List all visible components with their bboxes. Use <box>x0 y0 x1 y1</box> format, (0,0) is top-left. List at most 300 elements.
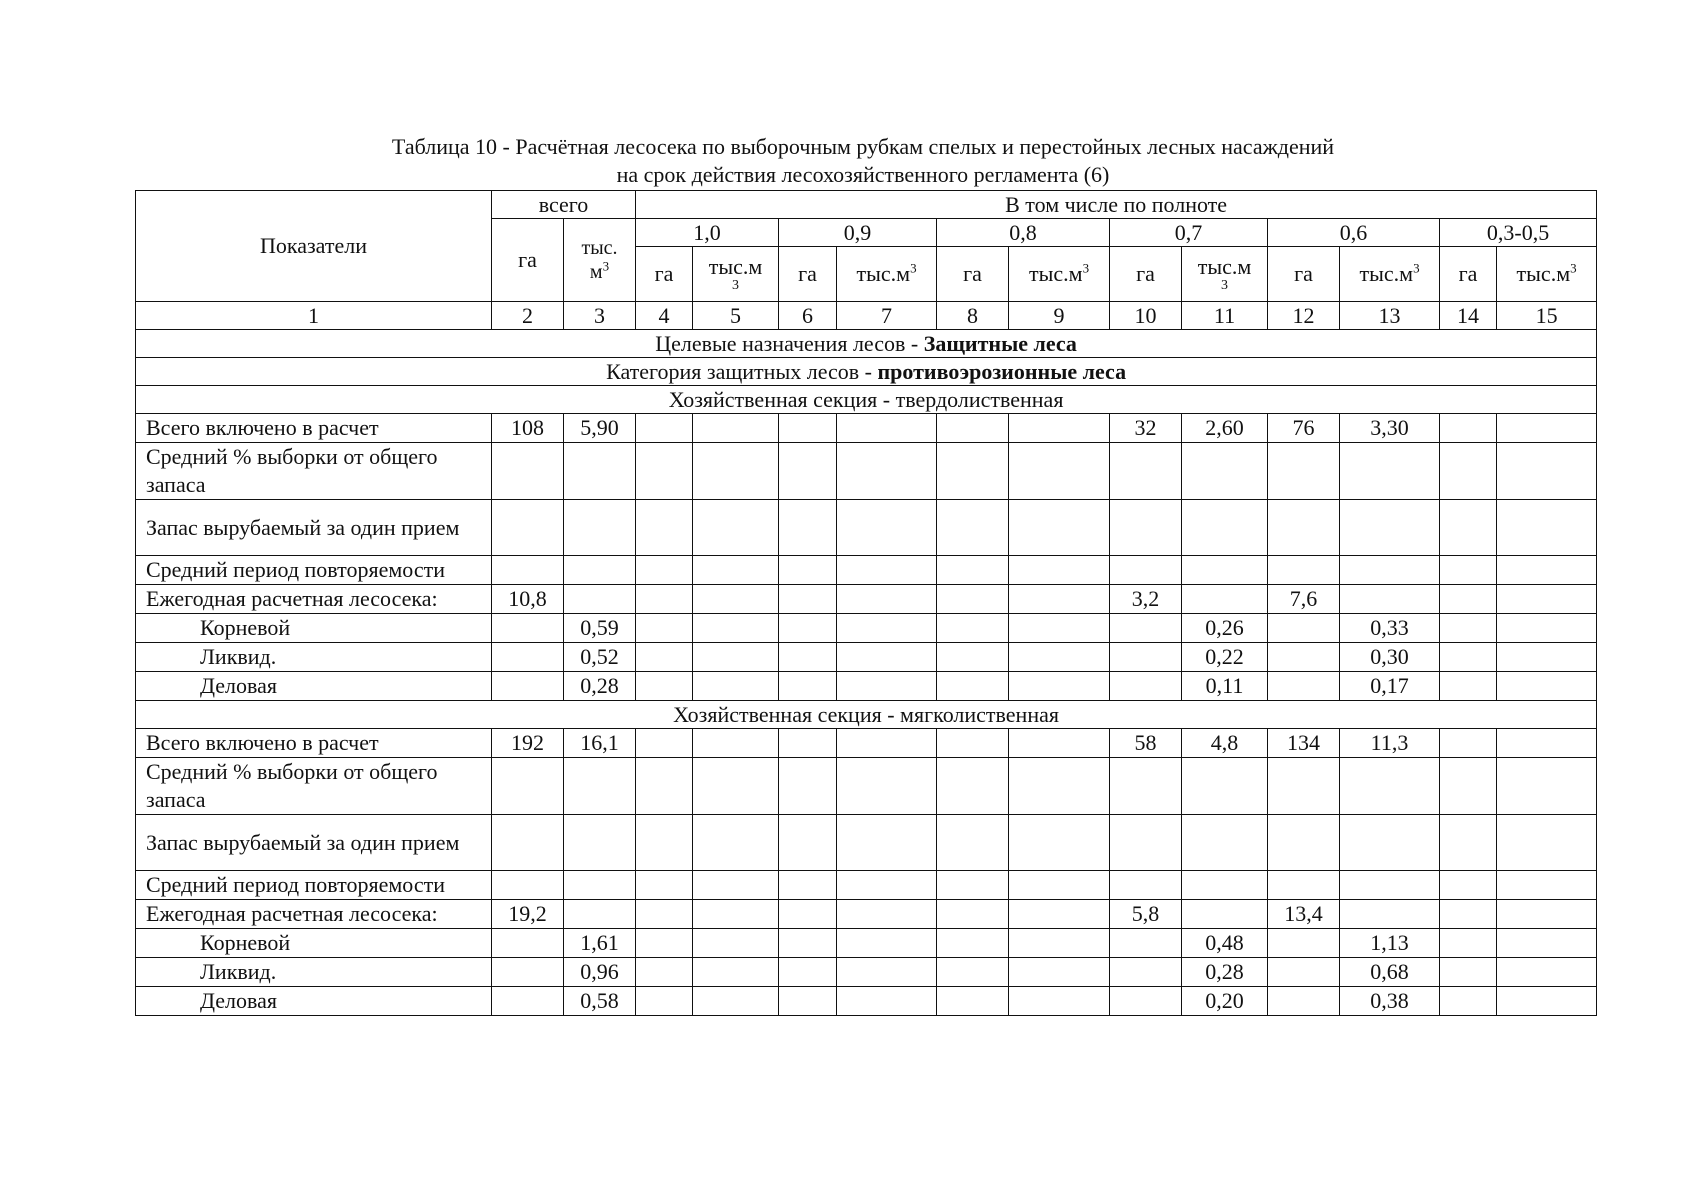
column-number: 15 <box>1497 302 1597 330</box>
table-cell <box>1009 672 1110 701</box>
table-cell <box>937 414 1009 443</box>
volume-header: $тыс.м^3$ <box>1009 247 1110 302</box>
table-cell <box>693 556 779 585</box>
table-cell <box>1440 729 1497 758</box>
table-cell <box>937 929 1009 958</box>
table-cell <box>837 643 937 672</box>
table-cell: 0,96 <box>564 958 636 987</box>
table-cell <box>779 414 837 443</box>
table-cell <box>779 987 837 1016</box>
table-cell <box>636 414 693 443</box>
table-cell: 16,1 <box>564 729 636 758</box>
table-cell <box>1268 614 1340 643</box>
table-cell <box>1009 729 1110 758</box>
table-cell: 58 <box>1110 729 1182 758</box>
ha-header: га <box>636 247 693 302</box>
table-cell <box>636 929 693 958</box>
table-cell <box>1009 643 1110 672</box>
column-numbers-row <box>136 302 1597 330</box>
table-cell: 76 <box>1268 414 1340 443</box>
table-cell: 192 <box>492 729 564 758</box>
table-cell <box>1497 614 1597 643</box>
table-cell <box>693 414 779 443</box>
volume-header: $тыс.м^3$ <box>1340 247 1440 302</box>
table-cell: 0,52 <box>564 643 636 672</box>
purpose-row <box>136 330 1597 358</box>
row-label: Средний период повторяемости <box>136 556 492 585</box>
table-cell <box>564 900 636 929</box>
table-cell <box>779 729 837 758</box>
table-cell: 13,4 <box>1268 900 1340 929</box>
table-cell <box>636 585 693 614</box>
table-cell <box>937 672 1009 701</box>
by-density-header: В том числе по полноте <box>636 191 1597 219</box>
table-cell <box>1440 643 1497 672</box>
table-cell: 1,13 <box>1340 929 1440 958</box>
category-row <box>136 358 1597 386</box>
table-cell <box>1110 556 1182 585</box>
table-cell <box>492 643 564 672</box>
column-number: 11 <box>1182 302 1268 330</box>
table-cell <box>492 815 564 871</box>
table-cell <box>1009 500 1110 556</box>
table-cell <box>1340 443 1440 500</box>
table-cell <box>837 815 937 871</box>
table-cell <box>1268 758 1340 815</box>
table-cell: 0,11 <box>1182 672 1268 701</box>
table-cell <box>1009 585 1110 614</box>
table-cell <box>1497 871 1597 900</box>
table-cell <box>564 815 636 871</box>
table-cell <box>1440 900 1497 929</box>
table-cell <box>937 871 1009 900</box>
table-cell <box>779 758 837 815</box>
table-cell <box>1340 556 1440 585</box>
category-cell: Категория защитных лесов - противоэрозионные леса <box>136 358 1597 386</box>
table-cell <box>1268 987 1340 1016</box>
table-cell <box>564 758 636 815</box>
table-cell <box>693 929 779 958</box>
table-row <box>136 987 1597 1016</box>
table-cell: 2,60 <box>1182 414 1268 443</box>
table-cell <box>492 871 564 900</box>
table-cell <box>693 672 779 701</box>
table-cell <box>1497 929 1597 958</box>
table-row <box>136 900 1597 929</box>
table-cell <box>1497 672 1597 701</box>
table-cell <box>636 443 693 500</box>
table-cell <box>693 758 779 815</box>
table-cell <box>492 443 564 500</box>
table-cell <box>1009 958 1110 987</box>
table-cell <box>1268 556 1340 585</box>
table-cell <box>693 729 779 758</box>
ha-header: га <box>937 247 1009 302</box>
density-header-0-3-0-5: 0,3-0,5 <box>1440 219 1597 247</box>
table-cell <box>1340 758 1440 815</box>
table-cell <box>1268 443 1340 500</box>
table-cell <box>1440 672 1497 701</box>
table-cell <box>1497 500 1597 556</box>
table-cell <box>779 929 837 958</box>
table-cell <box>837 871 937 900</box>
table-cell <box>1340 585 1440 614</box>
table-cell <box>1497 414 1597 443</box>
column-number: 13 <box>1340 302 1440 330</box>
table-cell <box>564 585 636 614</box>
table-cell <box>1110 815 1182 871</box>
table-cell <box>693 585 779 614</box>
table-row <box>136 929 1597 958</box>
table-cell <box>636 500 693 556</box>
table-cell <box>492 929 564 958</box>
row-label: Запас вырубаемый за один прием <box>136 815 492 871</box>
table-cell <box>1182 871 1268 900</box>
table-cell <box>1497 729 1597 758</box>
table-row <box>136 815 1597 871</box>
table-cell <box>1009 758 1110 815</box>
column-number: 14 <box>1440 302 1497 330</box>
table-cell <box>1440 958 1497 987</box>
ha-header: га <box>1268 247 1340 302</box>
table-cell <box>1268 929 1340 958</box>
table-cell <box>492 556 564 585</box>
table-cell <box>1110 871 1182 900</box>
section-title: Хозяйственная секция - мягколиственная <box>136 701 1597 729</box>
row-label: Всего включено в расчет <box>136 729 492 758</box>
table-cell <box>1110 758 1182 815</box>
table-row <box>136 500 1597 556</box>
table-cell: 3,30 <box>1340 414 1440 443</box>
table-cell <box>837 585 937 614</box>
table-cell <box>937 987 1009 1016</box>
table-cell <box>837 729 937 758</box>
ha-header: га <box>779 247 837 302</box>
table-cell <box>693 900 779 929</box>
table-cell <box>1268 958 1340 987</box>
table-row <box>136 414 1597 443</box>
table-cell <box>1182 500 1268 556</box>
table-cell: 0,33 <box>1340 614 1440 643</box>
table-cell <box>779 443 837 500</box>
table-cell <box>837 929 937 958</box>
column-number: 12 <box>1268 302 1340 330</box>
table-cell: 134 <box>1268 729 1340 758</box>
table-cell <box>1110 672 1182 701</box>
table-cell <box>1182 585 1268 614</box>
ha-header: га <box>1440 247 1497 302</box>
volume-header: $тыс.м^3$ <box>1497 247 1597 302</box>
ha-header: га <box>1110 247 1182 302</box>
table-cell <box>1009 815 1110 871</box>
table-cell: 0,28 <box>564 672 636 701</box>
density-header-1-0: 1,0 <box>636 219 779 247</box>
table-row <box>136 614 1597 643</box>
table-cell <box>1110 929 1182 958</box>
section-title-row <box>136 701 1597 729</box>
table-cell <box>693 614 779 643</box>
section-title: Хозяйственная секция - твердолиственная <box>136 386 1597 414</box>
table-cell <box>1009 871 1110 900</box>
table-row <box>136 672 1597 701</box>
table-cell <box>1182 900 1268 929</box>
table-cell: 0,38 <box>1340 987 1440 1016</box>
table-cell <box>937 958 1009 987</box>
column-number: 3 <box>564 302 636 330</box>
table-row <box>136 958 1597 987</box>
table-cell <box>837 987 937 1016</box>
table-cell <box>779 585 837 614</box>
table-cell <box>1009 414 1110 443</box>
volume-header: тыс.м 3 <box>1182 247 1268 302</box>
table-cell <box>779 871 837 900</box>
table-cell <box>1110 958 1182 987</box>
table-cell <box>1182 758 1268 815</box>
table-cell <box>1497 758 1597 815</box>
table-cell <box>779 614 837 643</box>
column-number: 9 <box>1009 302 1110 330</box>
table-cell <box>492 672 564 701</box>
row-label: Ликвид. <box>136 643 492 672</box>
table-row <box>136 585 1597 614</box>
table-cell <box>1110 614 1182 643</box>
table-cell <box>492 987 564 1016</box>
table-cell <box>937 614 1009 643</box>
table-cell <box>1009 929 1110 958</box>
table-cell: 108 <box>492 414 564 443</box>
column-number: 5 <box>693 302 779 330</box>
table-cell <box>636 614 693 643</box>
volume-header: $тыс.м^3$ <box>837 247 937 302</box>
column-number: 8 <box>937 302 1009 330</box>
density-header-0-9: 0,9 <box>779 219 937 247</box>
table-cell <box>1110 443 1182 500</box>
volume-header: тыс.м 3 <box>693 247 779 302</box>
table-cell <box>779 643 837 672</box>
table-cell <box>564 500 636 556</box>
row-label: Всего включено в расчет <box>136 414 492 443</box>
table-cell <box>1440 987 1497 1016</box>
section-title-row <box>136 386 1597 414</box>
table-cell <box>1268 871 1340 900</box>
table-cell: 0,20 <box>1182 987 1268 1016</box>
row-label: Ежегодная расчетная лесосека: <box>136 585 492 614</box>
table-cell <box>492 758 564 815</box>
table-cell <box>636 987 693 1016</box>
purpose-cell: Целевые назначения лесов - Защитные леса <box>136 330 1597 358</box>
indicators-header: Показатели <box>136 191 492 302</box>
table-cell <box>1340 871 1440 900</box>
table-cell <box>1440 414 1497 443</box>
table-cell <box>693 500 779 556</box>
table-cell <box>1340 500 1440 556</box>
header-row-1 <box>136 191 1597 219</box>
table-cell <box>937 729 1009 758</box>
row-label: Ежегодная расчетная лесосека: <box>136 900 492 929</box>
table-cell <box>636 672 693 701</box>
density-header-0-8: 0,8 <box>937 219 1110 247</box>
table-cell <box>693 815 779 871</box>
row-label: Корневой <box>136 614 492 643</box>
table-cell <box>693 643 779 672</box>
table-cell <box>636 815 693 871</box>
table-cell <box>636 556 693 585</box>
table-cell <box>837 443 937 500</box>
row-label: Ликвид. <box>136 958 492 987</box>
table-cell: 1,61 <box>564 929 636 958</box>
table-cell: 4,8 <box>1182 729 1268 758</box>
table-cell <box>779 672 837 701</box>
table-cell <box>1440 929 1497 958</box>
table-cell <box>1497 987 1597 1016</box>
table-cell <box>564 443 636 500</box>
table-cell <box>693 987 779 1016</box>
table-row <box>136 443 1597 500</box>
table-cell <box>1497 900 1597 929</box>
total-volume-header: тыс. $м^3$ <box>564 219 636 302</box>
row-label: Средний % выборки от общего запаса <box>136 443 492 500</box>
table-cell <box>1009 987 1110 1016</box>
table-cell: 5,8 <box>1110 900 1182 929</box>
table-cell <box>837 414 937 443</box>
table-cell <box>837 758 937 815</box>
density-header-0-7: 0,7 <box>1110 219 1268 247</box>
table-cell <box>1440 443 1497 500</box>
table-cell <box>693 871 779 900</box>
table-cell: 0,59 <box>564 614 636 643</box>
table-cell <box>564 556 636 585</box>
total-header: всего <box>492 191 636 219</box>
table-cell <box>937 900 1009 929</box>
table-row <box>136 871 1597 900</box>
table-cell <box>837 556 937 585</box>
table-cell: 0,58 <box>564 987 636 1016</box>
table-cell: 0,26 <box>1182 614 1268 643</box>
table-cell <box>1182 815 1268 871</box>
table-cell: 7,6 <box>1268 585 1340 614</box>
column-number: 7 <box>837 302 937 330</box>
table-cell <box>1268 500 1340 556</box>
table-cell <box>636 958 693 987</box>
table-cell <box>937 556 1009 585</box>
table-row <box>136 556 1597 585</box>
table-cell <box>492 500 564 556</box>
table-cell <box>1440 585 1497 614</box>
table-cell <box>1340 900 1440 929</box>
table-cell <box>1497 958 1597 987</box>
table-cell: 0,30 <box>1340 643 1440 672</box>
column-number: 6 <box>779 302 837 330</box>
table-cell <box>1268 643 1340 672</box>
table-cell: 0,17 <box>1340 672 1440 701</box>
table-cell <box>564 871 636 900</box>
total-ha-header: га <box>492 219 564 302</box>
table-cell <box>1340 815 1440 871</box>
table-cell <box>937 500 1009 556</box>
table-cell <box>1440 500 1497 556</box>
table-cell <box>1110 643 1182 672</box>
table-cell <box>636 758 693 815</box>
row-label: Средний % выборки от общего запаса <box>136 758 492 815</box>
table-cell <box>1440 614 1497 643</box>
table-cell <box>779 556 837 585</box>
table-cell <box>1182 556 1268 585</box>
table-cell <box>492 958 564 987</box>
table-cell <box>779 815 837 871</box>
table-cell <box>1182 443 1268 500</box>
table-cell <box>837 900 937 929</box>
table-cell <box>693 443 779 500</box>
table-row <box>136 758 1597 815</box>
density-header-0-6: 0,6 <box>1268 219 1440 247</box>
row-label: Деловая <box>136 672 492 701</box>
row-label: Средний период повторяемости <box>136 871 492 900</box>
table-caption-line1: Таблица 10 - Расчётная лесосека по выборочным рубкам спелых и перестойных лесных насаждений <box>391 134 1335 159</box>
table-row <box>136 729 1597 758</box>
column-number: 10 <box>1110 302 1182 330</box>
table-cell <box>1440 815 1497 871</box>
row-label: Деловая <box>136 987 492 1016</box>
table-cell: 11,3 <box>1340 729 1440 758</box>
row-label: Запас вырубаемый за один прием <box>136 500 492 556</box>
table-cell <box>1009 614 1110 643</box>
table-cell <box>1497 443 1597 500</box>
table-cell <box>636 871 693 900</box>
table-cell <box>636 643 693 672</box>
table-cell: 0,22 <box>1182 643 1268 672</box>
table-cell <box>937 443 1009 500</box>
table-cell <box>837 500 937 556</box>
table-cell: 3,2 <box>1110 585 1182 614</box>
table-cell <box>636 729 693 758</box>
table-cell <box>1497 585 1597 614</box>
table-cell: 32 <box>1110 414 1182 443</box>
table-cell <box>1440 556 1497 585</box>
column-number: 1 <box>136 302 492 330</box>
table-cell <box>837 614 937 643</box>
table-cell <box>837 958 937 987</box>
column-number: 4 <box>636 302 693 330</box>
table-cell <box>837 672 937 701</box>
table-cell: 10,8 <box>492 585 564 614</box>
table-cell <box>937 758 1009 815</box>
table-cell <box>1009 443 1110 500</box>
table-cell <box>937 585 1009 614</box>
table-cell <box>1268 672 1340 701</box>
table-cell <box>937 815 1009 871</box>
table-cell: 5,90 <box>564 414 636 443</box>
table-cell <box>779 958 837 987</box>
table-cell: 0,48 <box>1182 929 1268 958</box>
column-number: 2 <box>492 302 564 330</box>
table-caption-line2: на срок действия лесохозяйственного регламента (6) <box>616 162 1110 187</box>
table-cell <box>1110 987 1182 1016</box>
table-row <box>136 643 1597 672</box>
table-cell <box>1440 871 1497 900</box>
table-cell <box>1440 758 1497 815</box>
table-cell <box>1497 556 1597 585</box>
table-cell <box>1009 900 1110 929</box>
table-cell <box>1110 500 1182 556</box>
row-label: Корневой <box>136 929 492 958</box>
table-cell <box>779 500 837 556</box>
table-cell <box>693 958 779 987</box>
table-cell <box>937 643 1009 672</box>
table-cell <box>1268 815 1340 871</box>
table-cell <box>492 614 564 643</box>
table-cell: 0,68 <box>1340 958 1440 987</box>
table-cell <box>636 900 693 929</box>
